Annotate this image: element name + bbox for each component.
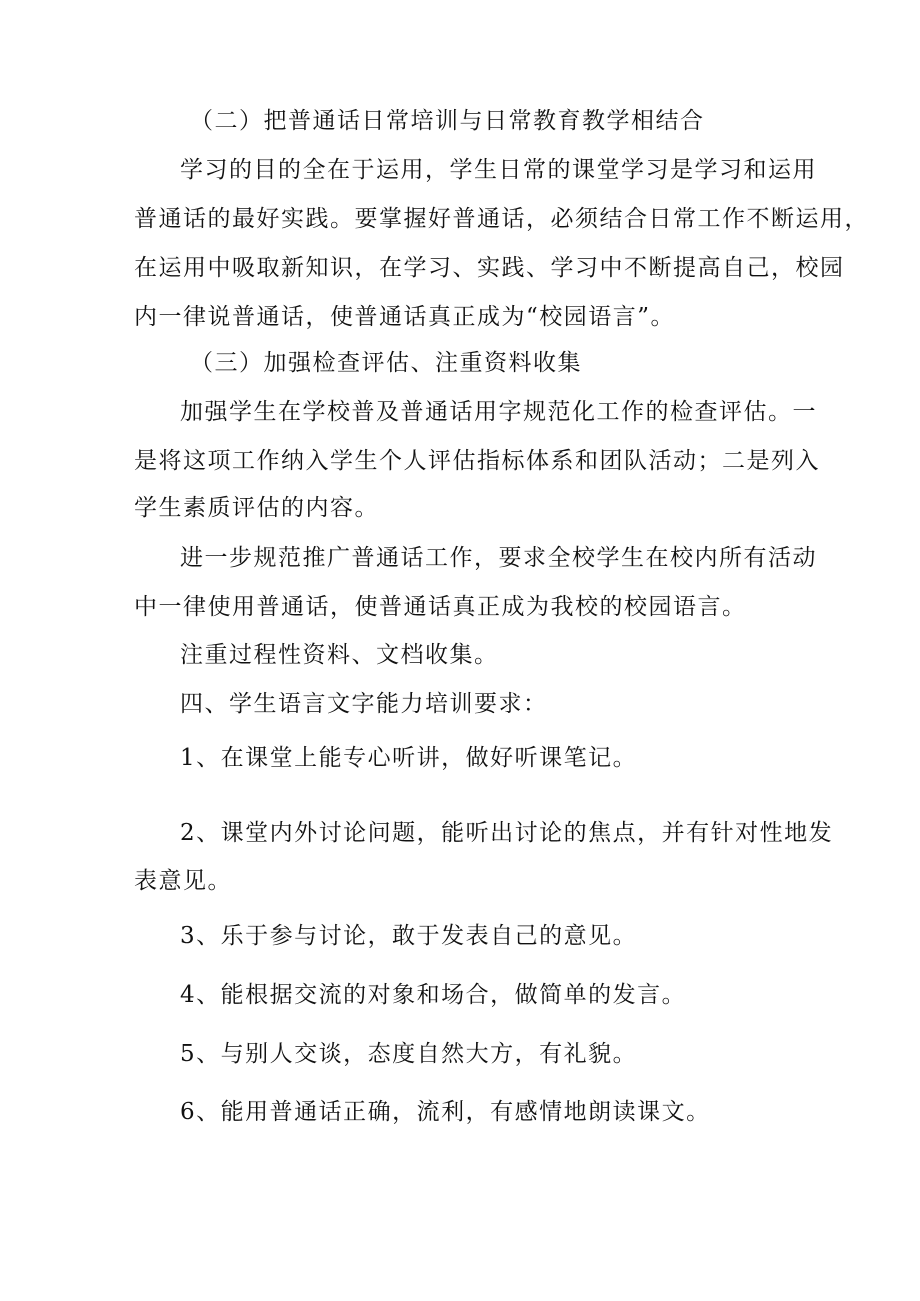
requirement-item-5: 5、与别人交谈，态度自然大方，有礼貌。 [180,1041,638,1067]
paragraph-line: 是将这项工作纳入学生个人评估指标体系和团队活动；二是列入 [134,448,820,474]
section-heading-3: （三）加强检查评估、注重资料收集 [190,350,582,376]
paragraph-line: 内一律说普通话，使普通话真正成为“校园语言”。 [134,304,676,330]
paragraph-line: 中一律使用普通话，使普通话真正成为我校的校园语言。 [134,594,747,620]
section-4-title: 四、学生语言文字能力培训要求： [180,691,548,717]
requirement-item-4: 4、能根据交流的对象和场合，做简单的发言。 [180,982,687,1008]
paragraph-line: 学生素质评估的内容。 [134,495,379,521]
requirement-item-6: 6、能用普通话正确，流利，有感情地朗读课文。 [180,1099,711,1125]
section-heading-2: （二）把普通话日常培训与日常教育教学相结合 [190,108,705,134]
requirement-item-2-cont: 表意见。 [134,868,232,894]
paragraph-line: 加强学生在学校普及普通话用字规范化工作的检查评估。一 [180,399,817,425]
paragraph-line: 注重过程性资料、文档收集。 [180,642,499,668]
requirement-item-1: 1、在课堂上能专心听讲，做好听课笔记。 [180,745,638,771]
paragraph-line: 普通话的最好实践。要掌握好普通话，必须结合日常工作不断运用， [134,206,869,232]
paragraph-line: 在运用中吸取新知识，在学习、实践、学习中不断提高自己，校园 [134,255,845,281]
requirement-item-2: 2、课堂内外讨论问题，能听出讨论的焦点，并有针对性地发 [180,820,834,846]
paragraph-line: 学习的目的全在于运用，学生日常的课堂学习是学习和运用 [180,157,817,183]
paragraph-line: 进一步规范推广普通话工作，要求全校学生在校内所有活动 [180,545,817,571]
requirement-item-3: 3、乐于参与讨论，敢于发表自己的意见。 [180,923,638,949]
